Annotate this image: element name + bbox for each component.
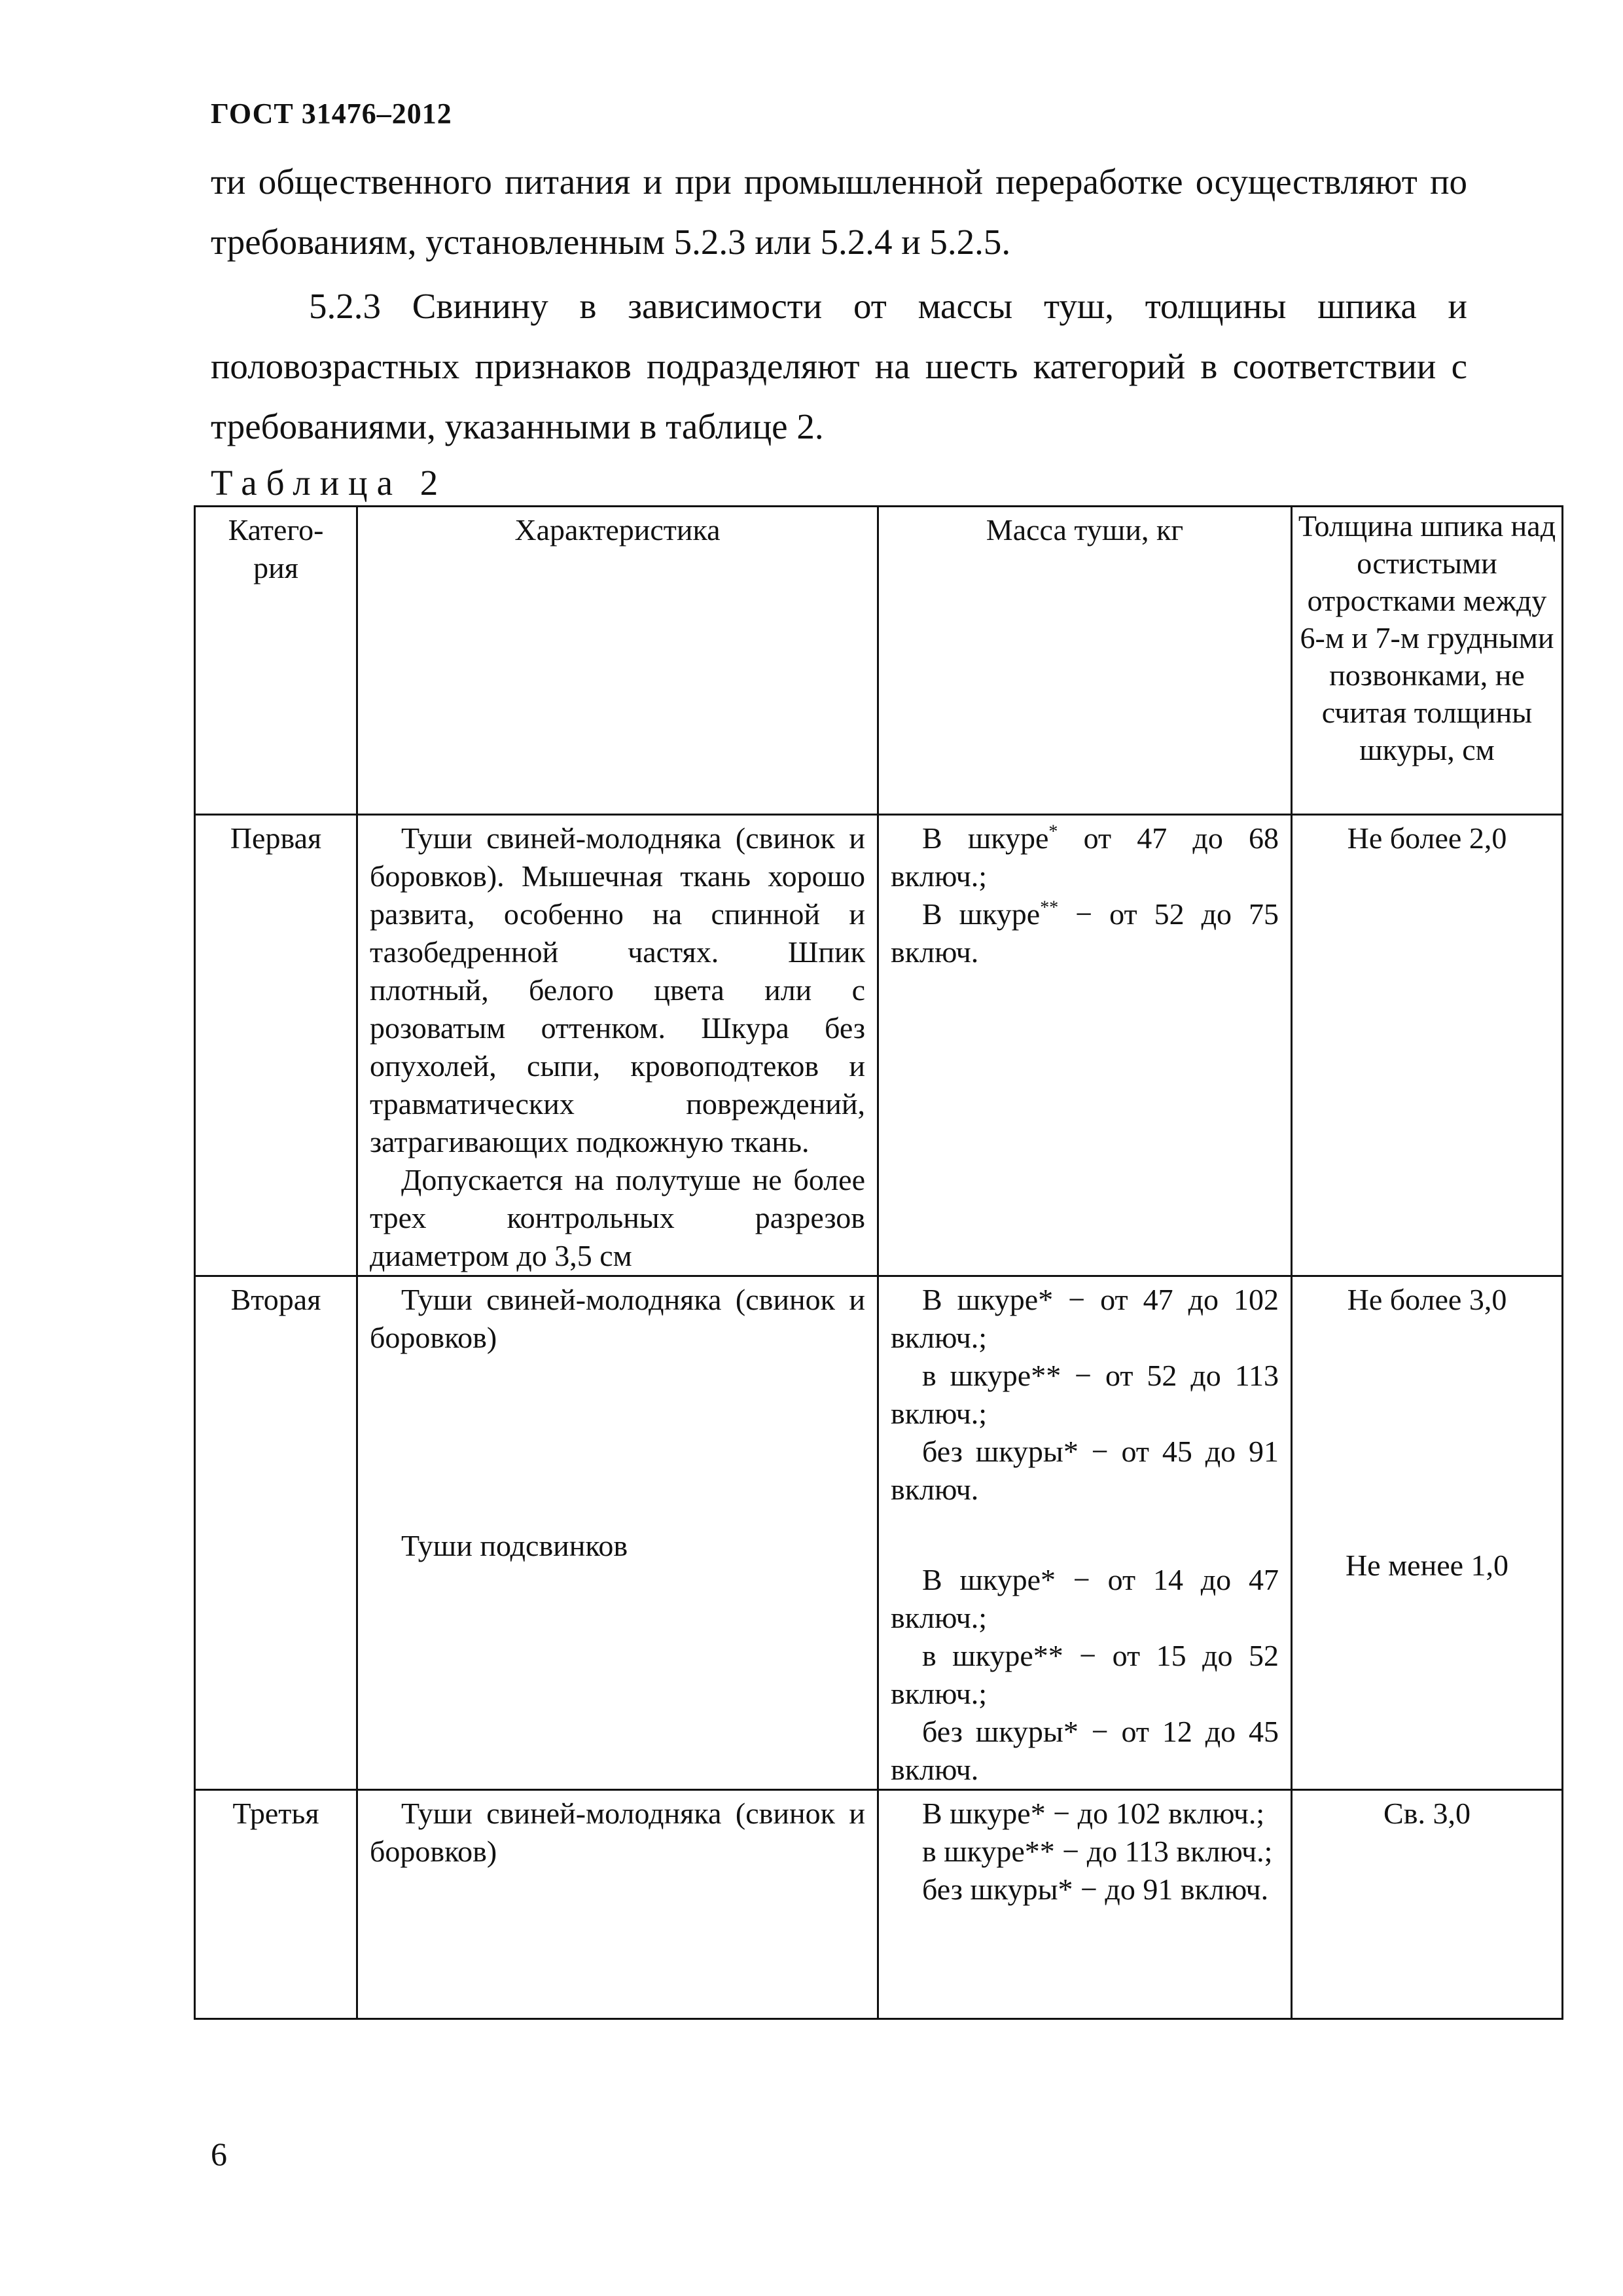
mass-cell — [878, 815, 1292, 1276]
header-characteristic: Характеристика — [357, 507, 878, 815]
mass-line: В шкуре* − от 47 до 102 включ.; — [891, 1283, 1279, 1354]
category-cell: Первая — [195, 815, 357, 1276]
category-cell: Третья — [195, 1790, 357, 2019]
table-row — [195, 1276, 1563, 1790]
characteristic-cell — [357, 1790, 878, 2019]
characteristic-cell — [357, 815, 878, 1276]
fat-thickness-cell — [1292, 1276, 1563, 1790]
category-cell: Вторая — [195, 1276, 357, 1790]
header-category: Катего-рия — [195, 507, 357, 815]
mass-line: в шкуре** − от 15 до 52 включ.; — [891, 1639, 1279, 1710]
paragraph-5-2-3: 5.2.3 Свинину в зависимости от массы туш, толщины шпика и половозрастных признаков подразделяют на шесть категорий в соответствии с требованиями, указанными в таблице 2. — [211, 286, 1467, 446]
table-header-row — [195, 507, 1563, 815]
document-header: ГОСТ 31476–2012 — [211, 98, 452, 130]
table-row — [195, 1790, 1563, 2019]
characteristic-cell — [357, 1276, 878, 1790]
characteristic-text: Допускается на полутуше не более трех контрольных разрезов диаметром до 3,5 см — [370, 1163, 865, 1272]
table-row — [195, 815, 1563, 1276]
categories-table — [194, 505, 1563, 2020]
characteristic-text: Туши подсвинков — [401, 1529, 628, 1562]
table-caption: Таблица 2 — [211, 463, 448, 503]
page-number: 6 — [211, 2136, 227, 2172]
fat-thickness-cell: Св. 3,0 — [1292, 1790, 1563, 2019]
fat-thickness-value: Не более 3,0 — [1347, 1283, 1507, 1316]
mass-line: без шкуры* − от 12 до 45 включ. — [891, 1715, 1279, 1786]
characteristic-text: Туши свиней-молодняка (свинок и боровков). Мышечная ткань хорошо развита, особенно на спинной и тазобедренной частях. Шпик плотный, белого цвета или с розоватым оттенком. Шкура без опухолей, сыпи, кровоподтеков и травматических повреждений, затрагивающих подкожную ткань. — [370, 821, 865, 1158]
fat-thickness-cell: Не более 2,0 — [1292, 815, 1563, 1276]
mass-line: В шкуре* − до 102 включ.; — [922, 1797, 1265, 1830]
mass-line: без шкуры* − до 91 включ. — [922, 1873, 1269, 1906]
mass-line: в шкуре** − до 113 включ.; — [922, 1835, 1273, 1868]
paragraph-intro: ти общественного питания и при промышленной переработке осуществляют по требованиям, установленным 5.2.3 или 5.2.4 и 5.2.5. — [211, 162, 1467, 262]
characteristic-text: Туши свиней-молодняка (свинок и боровков) — [370, 1797, 865, 1868]
mass-cell — [878, 1276, 1292, 1790]
header-mass: Масса туши, кг — [878, 507, 1292, 815]
mass-line: без шкуры* − от 45 до 91 включ. — [891, 1435, 1279, 1506]
mass-line: в шкуре** − от 52 до 113 включ.; — [891, 1359, 1279, 1430]
header-fat-thickness: Толщина шпика над остистыми отростками между 6-м и 7-м грудными позвонками, не считая толщины шкуры, см — [1292, 507, 1563, 815]
mass-line: В шкуре* от 47 до 68 включ.; — [891, 821, 1279, 893]
mass-line: В шкуре** − от 52 до 75 включ. — [891, 897, 1279, 969]
mass-line: В шкуре* − от 14 до 47 включ.; — [891, 1563, 1279, 1634]
mass-cell — [878, 1790, 1292, 2019]
characteristic-text: Туши свиней-молодняка (свинок и боровков) — [370, 1283, 865, 1354]
fat-thickness-value: Не менее 1,0 — [1345, 1549, 1509, 1582]
